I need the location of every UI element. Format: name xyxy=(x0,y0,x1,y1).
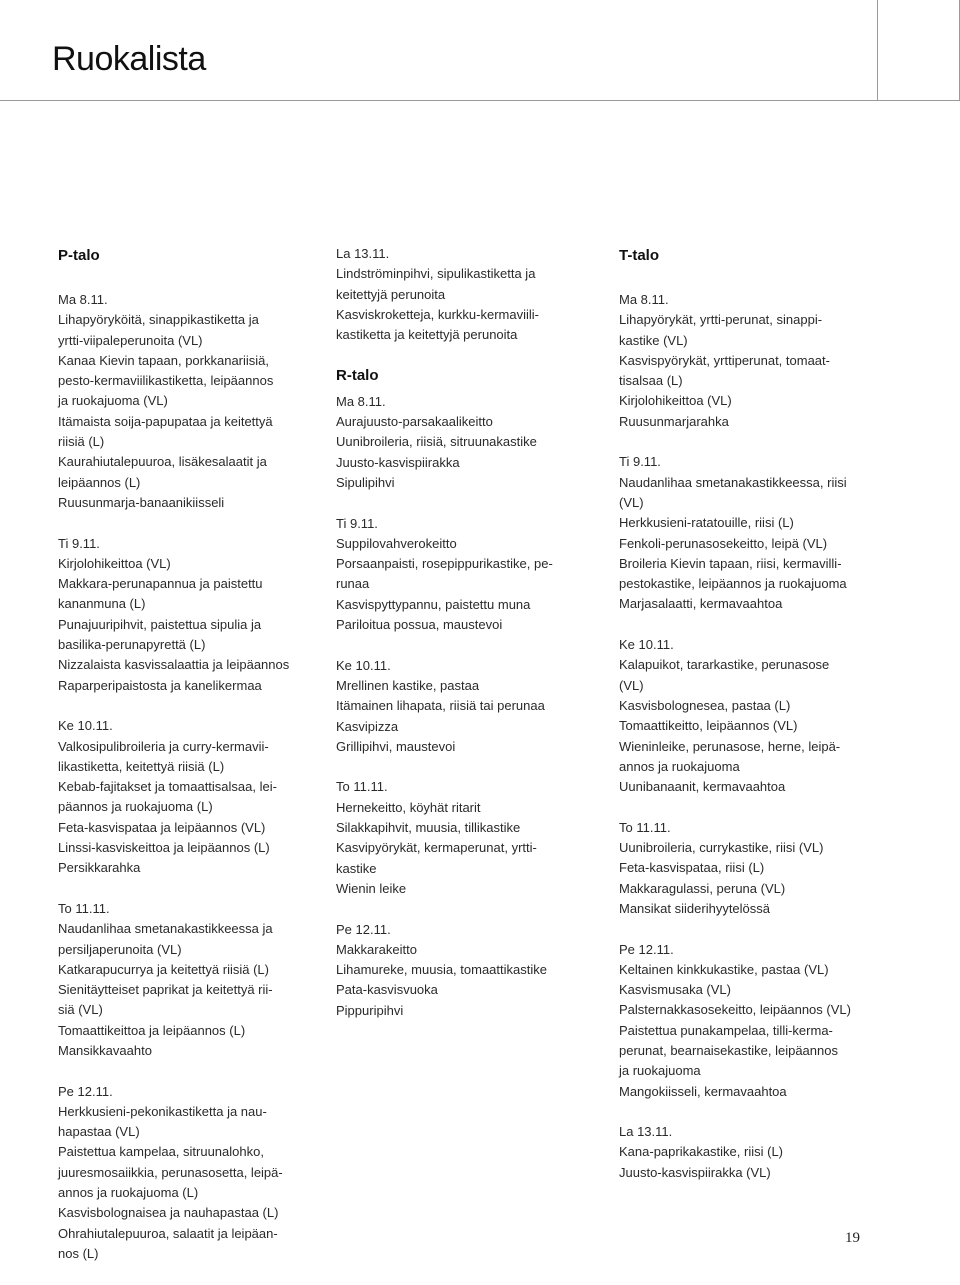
menu-line: Kasvipizza xyxy=(336,718,399,734)
menu-line: Linssi-kasviskeittoa ja leipäannos (L) xyxy=(58,840,270,856)
menu-line: Mrellinen kastike, pastaa xyxy=(336,677,480,693)
day-menu xyxy=(619,818,891,919)
day-date: Pe 12.11. xyxy=(619,941,674,957)
menu-line: päannos ja ruokajuoma (L) xyxy=(58,799,213,815)
menu-line: Lihapyörykät, yrtti-perunat, sinappi- xyxy=(619,312,823,328)
menu-line: Persikkarahka xyxy=(58,860,141,876)
menu-line: Kasvisbolognesea, pastaa (L) xyxy=(619,697,791,713)
menu-line: Kalapuikot, tararkastike, perunasose xyxy=(619,657,830,673)
menu-line: Hernekeitto, köyhät ritarit xyxy=(336,799,481,815)
day-menu xyxy=(619,290,891,432)
day-date: Ma 8.11. xyxy=(336,393,386,409)
menu-line: Kebab-fajitakset ja tomaattisalsaa, lei- xyxy=(58,779,277,795)
menu-line: basilika-perunapyrettä (L) xyxy=(58,637,206,653)
menu-line: Tomaattikeitto, leipäannos (VL) xyxy=(619,718,798,734)
menu-line: likastiketta, keitettyä riisiä (L) xyxy=(58,758,225,774)
page-title: Ruokalista xyxy=(52,40,206,78)
menu-line: Makkaragulassi, peruna (VL) xyxy=(619,880,786,896)
menu-line: Grillipihvi, maustevoi xyxy=(336,738,456,754)
menu-line: Uunibroileria, riisiä, sitruunakastike xyxy=(336,434,537,450)
menu-column-2 xyxy=(336,244,606,1041)
menu-line: Juusto-kasvispiirakka xyxy=(336,454,460,470)
menu-line: kananmuna (L) xyxy=(58,596,146,612)
day-menu xyxy=(58,716,328,878)
menu-line: kastike (VL) xyxy=(619,332,688,348)
header-rule-left xyxy=(877,0,878,100)
menu-line: Marjasalaatti, kermavaahtoa xyxy=(619,596,783,612)
menu-line: ja ruokajuoma xyxy=(619,1063,701,1079)
menu-line: Naudanlihaa smetanakastikkeessa, riisi xyxy=(619,474,847,490)
menu-line: Raparperipaistosta ja kanelikermaa xyxy=(58,677,262,693)
day-menu xyxy=(58,899,328,1061)
menu-line: annos ja ruokajuoma xyxy=(619,758,740,774)
day-menu xyxy=(58,290,328,513)
menu-line: Uunibroileria, currykastike, riisi (VL) xyxy=(619,840,824,856)
menu-line: kastiketta ja keitettyjä perunoita xyxy=(336,327,518,343)
menu-line: Makkarakeitto xyxy=(336,941,417,957)
menu-line: persiljaperunoita (VL) xyxy=(58,941,182,957)
menu-line: Pippuripihvi xyxy=(336,1002,404,1018)
menu-line: Ruusunmarja-banaanikiisseli xyxy=(58,494,225,510)
day-date: Ke 10.11. xyxy=(336,657,391,673)
day-date: Ti 9.11. xyxy=(58,535,100,551)
menu-line: pestokastike, leipäannos ja ruokajuoma xyxy=(619,576,847,592)
day-date: La 13.11. xyxy=(619,1124,673,1140)
menu-line: (VL) xyxy=(619,677,644,693)
menu-line: Kasviskroketteja, kurkku-kermaviili- xyxy=(336,306,539,322)
menu-line: Palsternakkasosekeitto, leipäannos (VL) xyxy=(619,1002,851,1018)
day-date: Ke 10.11. xyxy=(619,637,674,653)
menu-line: Kana-paprikakastike, riisi (L) xyxy=(619,1144,784,1160)
day-menu xyxy=(58,534,328,696)
menu-line: (VL) xyxy=(619,494,644,510)
menu-line: Silakkapihvit, muusia, tillikastike xyxy=(336,820,521,836)
menu-line: Kirjolohikeittoa (VL) xyxy=(58,555,171,571)
menu-line: Wieninleike, perunasose, herne, leipä- xyxy=(619,738,841,754)
day-date: To 11.11. xyxy=(336,779,388,795)
menu-column-3 xyxy=(619,244,891,1203)
day-menu xyxy=(336,777,606,899)
building-heading: P-talo xyxy=(58,247,100,264)
menu-line: Kasvisbolognaisea ja nauhapastaa (L) xyxy=(58,1205,279,1221)
menu-line: Paistettua punakampelaa, tilli-kerma- xyxy=(619,1022,833,1038)
menu-line: Lihapyöryköitä, sinappikastiketta ja xyxy=(58,312,259,328)
menu-line: Herkkusieni-ratatouille, riisi (L) xyxy=(619,515,794,531)
menu-line: Punajuuripihvit, paistettua sipulia ja xyxy=(58,616,262,632)
day-menu xyxy=(336,920,606,1021)
menu-line: Feta-kasvispataa ja leipäannos (VL) xyxy=(58,819,266,835)
menu-line: Herkkusieni-pekonikastiketta ja nau- xyxy=(58,1103,267,1119)
menu-line: Kasvispyörykät, yrttiperunat, tomaat- xyxy=(619,352,830,368)
menu-line: Broileria Kievin tapaan, riisi, kermavilli- xyxy=(619,555,842,571)
menu-line: Naudanlihaa smetanakastikkeessa ja xyxy=(58,921,273,937)
menu-line: Feta-kasvispataa, riisi (L) xyxy=(619,860,765,876)
menu-line: runaa xyxy=(336,576,370,592)
menu-line: siä (VL) xyxy=(58,1002,103,1018)
menu-line: yrtti-viipaleperunoita (VL) xyxy=(58,332,203,348)
menu-line: Porsaanpaisti, rosepippurikastike, pe- xyxy=(336,556,553,572)
menu-line: riisiä (L) xyxy=(58,434,105,450)
day-date: Pe 12.11. xyxy=(58,1083,113,1099)
day-date: To 11.11. xyxy=(58,900,110,916)
day-menu xyxy=(336,514,606,636)
menu-line: juuresmosaiikkia, perunasosetta, leipä- xyxy=(58,1164,283,1180)
menu-line: Uunibanaanit, kermavaahtoa xyxy=(619,779,786,795)
menu-line: ja ruokajuoma (VL) xyxy=(58,393,168,409)
menu-line: leipäannos (L) xyxy=(58,474,141,490)
day-date: Ti 9.11. xyxy=(619,454,661,470)
menu-line: Lindströminpihvi, sipulikastiketta ja xyxy=(336,266,536,282)
menu-line: Keltainen kinkkukastike, pastaa (VL) xyxy=(619,961,829,977)
building-heading: R-talo xyxy=(336,366,379,384)
day-menu xyxy=(336,656,606,757)
day-date: Ti 9.11. xyxy=(336,515,378,531)
menu-line: Pata-kasvisvuoka xyxy=(336,982,438,998)
day-menu xyxy=(619,452,891,614)
menu-line: Itämaista soija-papupataa ja keitettyä xyxy=(58,413,273,429)
day-date: Pe 12.11. xyxy=(336,921,391,937)
menu-line: Lihamureke, muusia, tomaattikastike xyxy=(336,962,547,978)
menu-line: Pariloitua possua, maustevoi xyxy=(336,617,503,633)
menu-line: Mansikat siiderihyytelössä xyxy=(619,900,771,916)
building-heading: T-talo xyxy=(619,247,659,264)
day-menu xyxy=(619,635,891,797)
menu-line: Kirjolohikeittoa (VL) xyxy=(619,393,732,409)
menu-line: Sienitäytteiset paprikat ja keitettyä rii- xyxy=(58,982,273,998)
menu-line: Fenkoli-perunasosekeitto, leipä (VL) xyxy=(619,535,828,551)
menu-line: Ohrahiutalepuuroa, salaatit ja leipäan- xyxy=(58,1225,278,1241)
menu-line: pesto-kermaviilikastiketta, leipäannos xyxy=(58,373,274,389)
menu-line: nos (L) xyxy=(58,1245,99,1261)
menu-line: Mansikkavaahto xyxy=(58,1042,152,1058)
day-menu xyxy=(58,1082,328,1265)
menu-line: Katkarapucurrya ja keitettyä riisiä (L) xyxy=(58,961,269,977)
menu-line: Tomaattikeittoa ja leipäannos (L) xyxy=(58,1022,246,1038)
menu-column-1 xyxy=(58,244,328,1285)
day-date: Ma 8.11. xyxy=(58,292,108,307)
menu-line: Aurajuusto-parsakaalikeitto xyxy=(336,414,493,430)
day-menu xyxy=(336,244,606,345)
menu-line: perunat, bearnaisekastike, leipäannos xyxy=(619,1042,838,1058)
menu-line: Sipulipihvi xyxy=(336,474,395,490)
day-date: Ke 10.11. xyxy=(58,718,113,734)
menu-line: Juusto-kasvispiirakka (VL) xyxy=(619,1164,771,1180)
menu-line: Nizzalaista kasvissalaattia ja leipäannos xyxy=(58,657,290,673)
menu-line: Paistettua kampelaa, sitruunalohko, xyxy=(58,1144,264,1160)
day-date: Ma 8.11. xyxy=(619,292,669,307)
menu-line: Valkosipulibroileria ja curry-kermavii- xyxy=(58,738,269,754)
menu-line: Suppilovahverokeitto xyxy=(336,535,457,551)
header-rule-bottom xyxy=(0,100,960,101)
day-date: To 11.11. xyxy=(619,819,671,835)
menu-line: tisalsaa (L) xyxy=(619,373,683,389)
menu-line: kastike xyxy=(336,860,377,876)
day-menu xyxy=(619,1122,891,1183)
menu-line: hapastaa (VL) xyxy=(58,1124,140,1140)
menu-line: Mangokiisseli, kermavaahtoa xyxy=(619,1083,787,1099)
page-number: 19 xyxy=(845,1230,860,1246)
menu-line: keitettyjä perunoita xyxy=(336,286,446,302)
menu-line: annos ja ruokajuoma (L) xyxy=(58,1185,199,1201)
day-date: La 13.11. xyxy=(336,246,390,261)
day-menu xyxy=(619,940,891,1102)
menu-line: Ruusunmarjarahka xyxy=(619,413,729,429)
menu-line: Makkara-perunapannua ja paistettu xyxy=(58,576,263,592)
menu-line: Kanaa Kievin tapaan, porkkanariisiä, xyxy=(58,352,270,368)
menu-line: Kaurahiutalepuuroa, lisäkesalaatit ja xyxy=(58,454,267,470)
menu-line: Wienin leike xyxy=(336,880,407,896)
day-menu xyxy=(336,392,606,493)
menu-line: Kasvipyörykät, kermaperunat, yrtti- xyxy=(336,840,537,856)
menu-line: Kasvismusaka (VL) xyxy=(619,982,731,998)
menu-line: Itämainen lihapata, riisiä tai perunaa xyxy=(336,698,545,714)
menu-line: Kasvispyttypannu, paistettu muna xyxy=(336,596,531,612)
